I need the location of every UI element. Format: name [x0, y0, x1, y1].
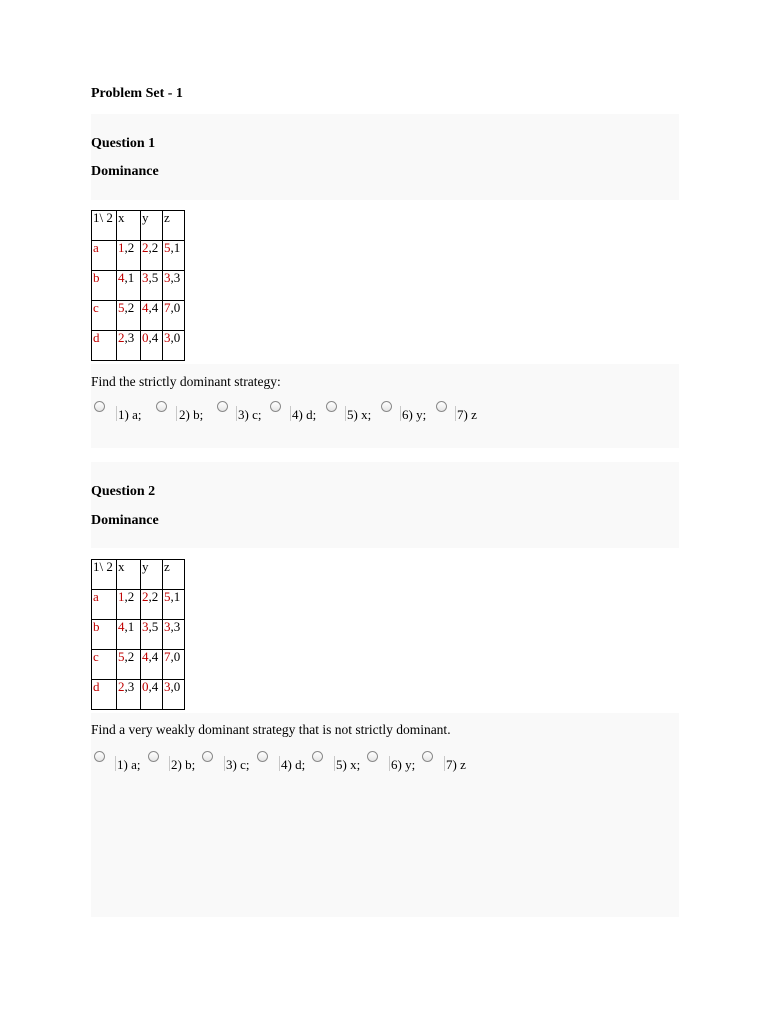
option-label: 5) x; — [336, 757, 361, 772]
corner-cell: 1\ 2 — [92, 211, 117, 241]
option-label: 4) d; — [292, 407, 317, 422]
payoff-cell: 5,2 — [117, 301, 141, 331]
page-title: Problem Set - 1 — [91, 86, 183, 101]
payoff-cell: 4,4 — [141, 301, 163, 331]
column-header-x: x — [117, 560, 141, 590]
option-divider — [116, 406, 117, 421]
column-header-z: z — [163, 211, 185, 241]
option-label: 3) c; — [226, 757, 250, 772]
payoff-cell: 7,0 — [163, 301, 185, 331]
payoff-cell: 2,2 — [141, 590, 163, 620]
column-header-x: x — [117, 211, 141, 241]
payoff-cell: 4,1 — [117, 620, 141, 650]
option-label: 6) y; — [391, 757, 416, 772]
payoff-cell: 5,2 — [117, 650, 141, 680]
option-label: 4) d; — [281, 757, 306, 772]
question-1-heading: Question 1 — [91, 136, 156, 151]
option-label: 1) a; — [118, 407, 142, 422]
radio-button[interactable] — [326, 401, 337, 412]
payoff-row-a — [92, 241, 185, 271]
question-1-topic: Dominance — [91, 164, 159, 179]
question-2-heading: Question 2 — [91, 484, 156, 499]
radio-button[interactable] — [422, 751, 433, 762]
row-label: b — [92, 620, 117, 650]
payoff-cell: 3,5 — [141, 620, 163, 650]
radio-button[interactable] — [270, 401, 281, 412]
option-label: 3) c; — [238, 407, 262, 422]
option-label: 7) z — [457, 407, 477, 422]
payoff-cell: 3,3 — [163, 271, 185, 301]
payoff-cell: 2,3 — [117, 331, 141, 361]
payoff-cell: 3,5 — [141, 271, 163, 301]
payoff-row-a — [92, 590, 185, 620]
payoff-cell: 0,4 — [141, 331, 163, 361]
option-label: 2) b; — [179, 407, 204, 422]
question-1-options — [91, 400, 531, 424]
row-label: d — [92, 680, 117, 710]
option-divider — [236, 406, 237, 421]
payoff-cell: 3,0 — [163, 680, 185, 710]
radio-button[interactable] — [148, 751, 159, 762]
option-divider — [279, 756, 280, 771]
payoff-row-c — [92, 301, 185, 331]
payoff-cell: 2,3 — [117, 680, 141, 710]
radio-button[interactable] — [94, 401, 105, 412]
row-label: d — [92, 331, 117, 361]
option-divider — [224, 756, 225, 771]
radio-button[interactable] — [156, 401, 167, 412]
payoff-cell: 2,2 — [141, 241, 163, 271]
question-2-options — [91, 750, 531, 774]
payoff-row-b — [92, 620, 185, 650]
question-1-prompt: Find the strictly dominant strategy: — [91, 374, 281, 389]
option-divider — [169, 756, 170, 771]
payoff-row-d — [92, 680, 185, 710]
option-divider — [334, 756, 335, 771]
radio-button[interactable] — [202, 751, 213, 762]
question-2-answer-band — [91, 713, 679, 917]
option-label: 1) a; — [117, 757, 141, 772]
payoff-cell: 1,2 — [117, 590, 141, 620]
row-label: c — [92, 301, 117, 331]
option-label: 7) z — [446, 757, 466, 772]
option-divider — [290, 406, 291, 421]
payoff-row-d — [92, 331, 185, 361]
payoff-cell: 3,0 — [163, 331, 185, 361]
option-label: 6) y; — [402, 407, 427, 422]
option-divider — [176, 406, 177, 421]
option-divider — [455, 406, 456, 421]
question-2-topic: Dominance — [91, 513, 159, 528]
column-header-y: y — [141, 211, 163, 241]
payoff-cell: 4,1 — [117, 271, 141, 301]
question-2-header-band — [91, 462, 679, 548]
radio-button[interactable] — [217, 401, 228, 412]
option-divider — [115, 756, 116, 771]
payoff-cell: 0,4 — [141, 680, 163, 710]
payoff-matrix-q2 — [91, 559, 185, 710]
radio-button[interactable] — [367, 751, 378, 762]
payoff-cell: 5,1 — [163, 590, 185, 620]
payoff-row-b — [92, 271, 185, 301]
radio-button[interactable] — [436, 401, 447, 412]
column-header-z: z — [163, 560, 185, 590]
radio-button[interactable] — [257, 751, 268, 762]
question-1-header-band — [91, 114, 679, 200]
radio-button[interactable] — [381, 401, 392, 412]
option-divider — [389, 756, 390, 771]
column-header-y: y — [141, 560, 163, 590]
payoff-header-row — [92, 560, 185, 590]
payoff-row-c — [92, 650, 185, 680]
payoff-matrix-q1 — [91, 210, 185, 361]
row-label: a — [92, 590, 117, 620]
payoff-header-row — [92, 211, 185, 241]
row-label: c — [92, 650, 117, 680]
row-label: b — [92, 271, 117, 301]
payoff-cell: 1,2 — [117, 241, 141, 271]
option-divider — [400, 406, 401, 421]
option-label: 5) x; — [347, 407, 372, 422]
row-label: a — [92, 241, 117, 271]
radio-button[interactable] — [94, 751, 105, 762]
payoff-cell: 5,1 — [163, 241, 185, 271]
corner-cell: 1\ 2 — [92, 560, 117, 590]
option-divider — [345, 406, 346, 421]
option-label: 2) b; — [171, 757, 196, 772]
payoff-cell: 4,4 — [141, 650, 163, 680]
radio-button[interactable] — [312, 751, 323, 762]
payoff-cell: 3,3 — [163, 620, 185, 650]
payoff-cell: 7,0 — [163, 650, 185, 680]
question-2-prompt: Find a very weakly dominant strategy that is not strictly dominant. — [91, 722, 451, 737]
option-divider — [444, 756, 445, 771]
